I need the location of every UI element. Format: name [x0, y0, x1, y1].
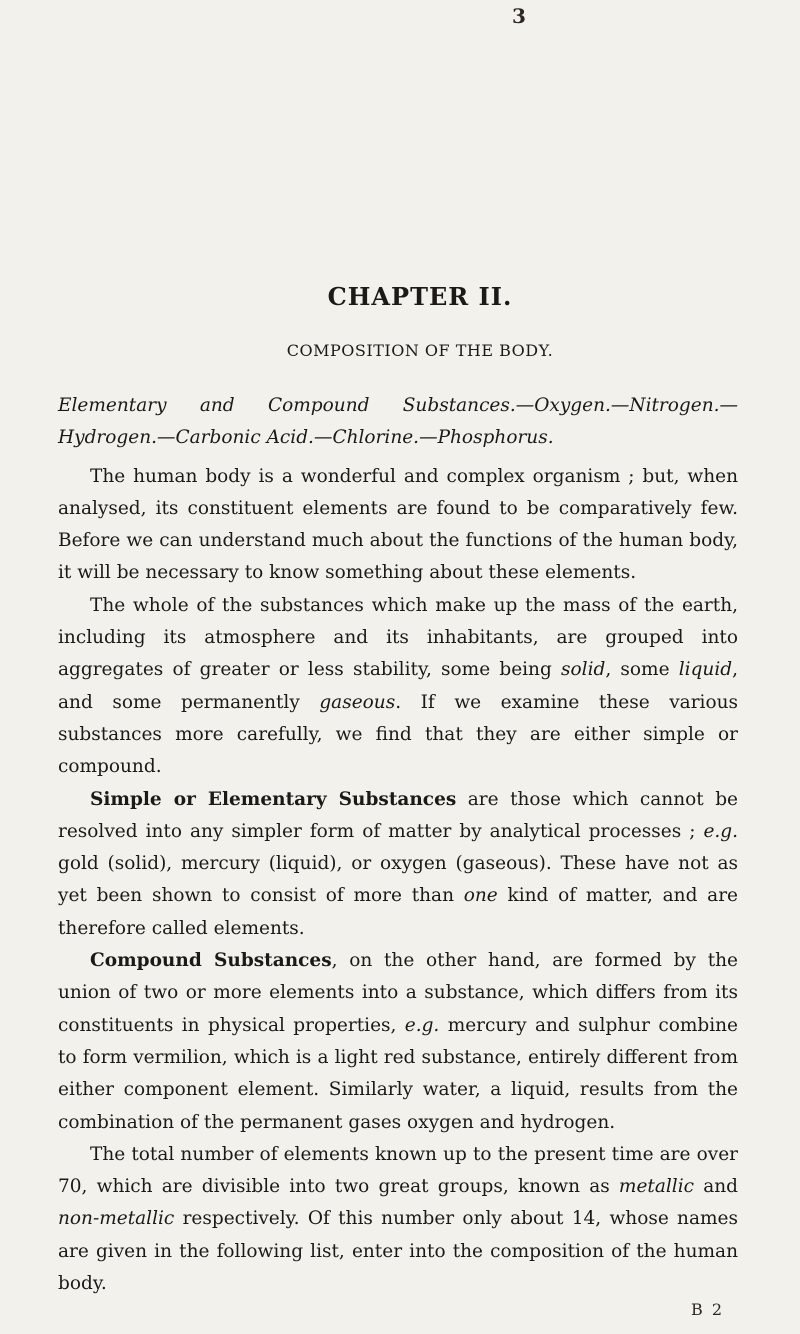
body-text [58, 390, 738, 1300]
text-run: The whole of the substances which make up the mass of the earth, including its atmosphere and its inhabitants, are grouped into aggregates of greater or less stability, some being [58, 594, 738, 681]
section-title: COMPOSITION OF THE BODY. [286, 341, 554, 360]
abbrev-eg: e.g. [404, 1014, 440, 1036]
paragraph-compound-substances [58, 945, 738, 1139]
text-run: . If we examine these various substances more carefully, we find that they are either simple or compound. [58, 691, 738, 778]
text-run: are those which cannot be resolved into any simpler form of matter by analytical processes ; [58, 788, 738, 842]
term-metallic: metallic [618, 1176, 694, 1198]
term-simple-substances: Simple or Elementary Substances [90, 788, 457, 810]
term-non-metallic: non-metallic [58, 1208, 175, 1230]
text-run: The total number of elements known up to the present time are over 70, which are divisible into two great groups, known as [58, 1143, 738, 1198]
text-run: , and some permanently [58, 659, 738, 713]
chapter-summary: Elementary and Compound Substances.—Oxygen.—Nitrogen.—Hydrogen.—Carbonic Acid.—Chlorine.—Phosphorus. [58, 395, 738, 449]
term-compound-substances: Compound Substances [90, 950, 332, 972]
paragraph-intro: The human body is a wonderful and complex organism ; but, when analysed, its constituent elements are found to be comparatively few. Before we can understand much about the functions of the human body, it will be necessary to know something about these elements. [58, 465, 738, 584]
paragraph-simple-substances [58, 784, 738, 945]
text-run: , on the other hand, are formed by the union of two or more elements into a substance, which differs from its constituents in physical properties, [58, 950, 738, 1036]
text-run: respectively. Of this number only about 14, whose names are given in the following list, enter into the composition of the human body. [58, 1208, 738, 1295]
page-number: 3 [512, 4, 526, 28]
paragraph-element-count [58, 1139, 738, 1300]
term-liquid: liquid [678, 659, 733, 681]
paragraph-substances [58, 590, 738, 784]
text-run: , some [605, 659, 679, 681]
text-run: mercury and sulphur combine to form vermilion, which is a light red substance, entirely different from either component element. Similarly water, a liquid, results from the combination of the permanent gases oxygen and hydrogen. [58, 1014, 738, 1133]
text-run: and [694, 1176, 738, 1198]
term-gaseous: gaseous [319, 691, 396, 713]
chapter-title: CHAPTER II. [327, 282, 513, 311]
signature-mark: B 2 [691, 1300, 725, 1319]
text-run: gold (solid), mercury (liquid), or oxygen (gaseous). These have not as yet been shown to consist of more than [58, 853, 738, 907]
term-one: one [463, 885, 498, 907]
text-run: kind of matter, and are therefore called elements. [58, 885, 738, 939]
term-solid: solid [561, 659, 606, 681]
abbrev-eg: e.g. [703, 820, 738, 842]
